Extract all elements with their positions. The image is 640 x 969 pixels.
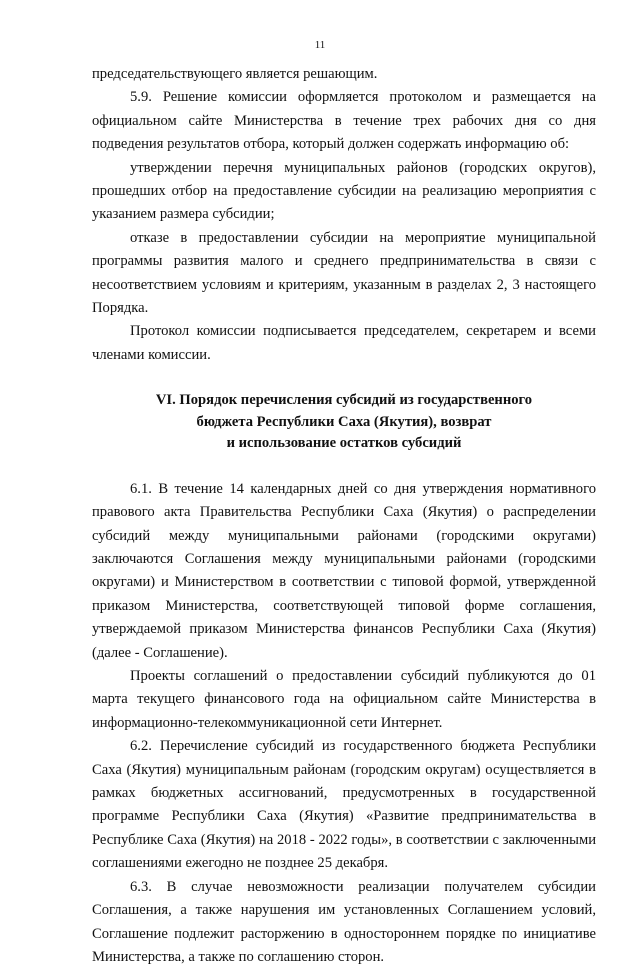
paragraph-5-9: 5.9. Решение комиссии оформляется протоколом и размещается на официальном сайте Министерства в течение трех рабочих дня со дня подведения результатов отбора, который должен содержать информацию об: xyxy=(92,89,596,153)
paragraph-6-2: 6.2. Перечисление субсидий из государственного бюджета Республики Саха (Якутия) муниципальным районам (городским округам) осуществляется в рамках бюджетных ассигнований, предусмотренных в государственной программе Республики Саха (Якутия) «Развитие предпринимательства в Республике Саха (Якутия) на 2018 - 2022 годы», в соответствии с заключенными соглашениями ежегодно не позднее 25 декабря. xyxy=(92,738,596,872)
paragraph-refusal: отказе в предоставлении субсидии на мероприятие муниципальной программы развития малого и среднего предпринимательства в связи с несоответствием условиям и критериям, указанным в разделах 2, 3 настоящего Порядка. xyxy=(92,229,596,317)
heading-line-3: и использование остатков субсидий xyxy=(226,435,462,452)
paragraph-draft-agreements: Проекты соглашений о предоставлении субсидий публикуются до 01 марта текущего финансового года на официальном сайте Министерства в информационно-телекоммуникационной сети Интернет. xyxy=(92,668,596,731)
page-number: 11 xyxy=(314,39,326,51)
paragraph-approval-list: утверждении перечня муниципальных районов (городских округов), прошедших отбор на предоставление субсидии на реализацию мероприятия с указанием размера субсидии; xyxy=(92,159,596,223)
heading-line-1: VI. Порядок перечисления субсидий из государственного xyxy=(155,392,533,409)
paragraph-6-3: 6.3. В случае невозможности реализации получателем субсидии Соглашения, а также нарушения им установленных Соглашением условий, Соглашение подлежит расторжению в одностороннем порядке по инициативе Министерства, а также по соглашению сторон. xyxy=(92,878,596,965)
paragraph-5-8-end: председательствующего является решающим. xyxy=(92,66,378,82)
document-body xyxy=(92,63,596,969)
section-heading-vi xyxy=(92,390,596,455)
heading-line-2: бюджета Республики Саха (Якутия), возврат xyxy=(196,413,492,430)
paragraph-protocol-signing: Протокол комиссии подписывается председателем, секретарем и всеми членами комиссии. xyxy=(92,323,596,363)
paragraph-6-1: 6.1. В течение 14 календарных дней со дня утверждения нормативного правового акта Правительства Республики Саха (Якутия) о распределении субсидий между муниципальными районами (городскими округами) заключаются Соглашения между муниципальными районами (городскими округами) и Министерством в соответствии с типовой формой, утвержденной приказом Министерства, соответствующей типовой форме соглашения, утверждаемой приказом Министерства финансов Республики Саха (Якутия) (далее - Соглашение). xyxy=(92,480,596,661)
